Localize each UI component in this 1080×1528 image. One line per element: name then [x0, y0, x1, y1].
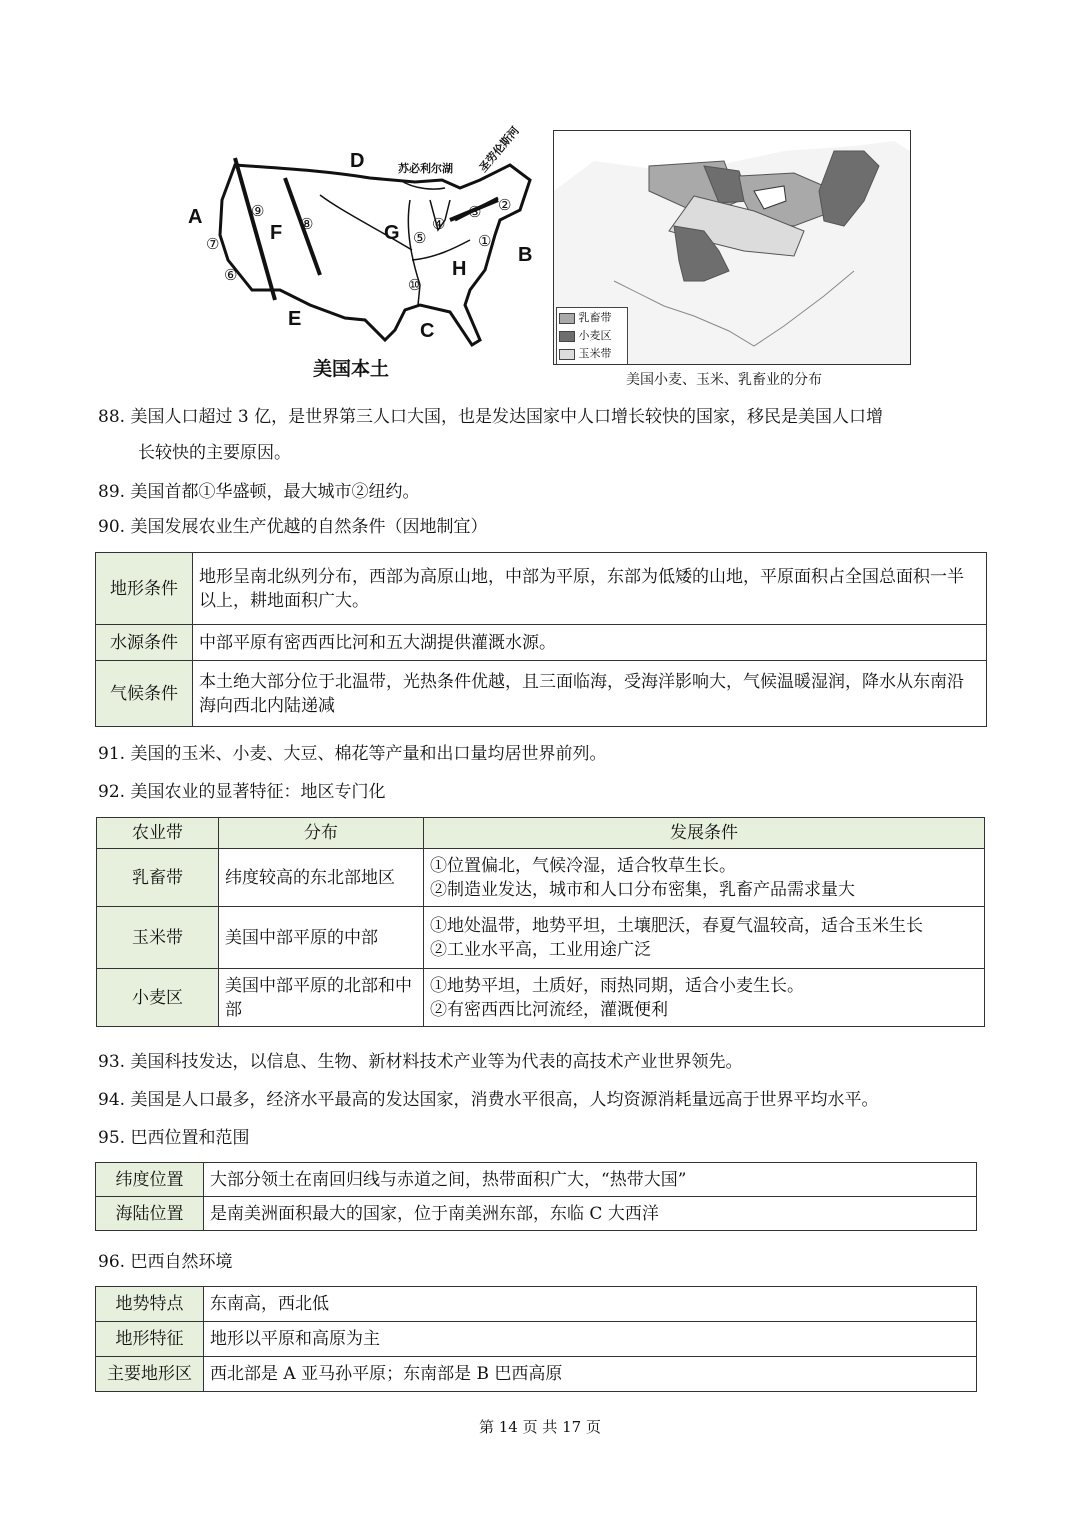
table-row	[96, 1197, 977, 1231]
table-92-agri-belts	[96, 817, 985, 1027]
table95-label: 纬度位置	[96, 1163, 204, 1197]
item-90: 90. 美国发展农业生产优越的自然条件（因地制宜）	[98, 517, 488, 537]
table-header-row	[97, 818, 985, 849]
belt-name: 玉米带	[97, 907, 219, 969]
item-88-line1: 88. 美国人口超过 3 亿，是世界第三人口大国，也是发达国家中人口增长较快的国家，移民是美国人口增	[98, 407, 884, 427]
map-num-3: ③	[468, 203, 482, 221]
table95-label: 海陆位置	[96, 1197, 204, 1231]
item-96: 96. 巴西自然环境	[98, 1252, 233, 1272]
legend-dairy	[559, 309, 625, 327]
table-95-brazil-location	[95, 1162, 977, 1231]
table-row	[96, 661, 987, 727]
item-88-line2: 长较快的主要原因。	[138, 443, 291, 463]
map-label-b: B	[518, 244, 533, 266]
agri-distribution-map	[553, 130, 911, 365]
map-num-10: ⑩	[408, 276, 422, 294]
table96-label: 主要地形区	[96, 1357, 204, 1392]
right-map-caption: 美国小麦、玉米、乳畜业的分布	[626, 372, 822, 388]
table96-content: 东南高，西北低	[204, 1287, 977, 1322]
map-num-9: ⑨	[251, 202, 265, 220]
left-map-caption: 美国本土	[313, 359, 390, 380]
item-95: 95. 巴西位置和范围	[98, 1128, 250, 1148]
table90-label: 气候条件	[96, 661, 193, 727]
belt-name: 乳畜带	[97, 849, 219, 907]
col-header-belt: 农业带	[97, 818, 219, 849]
agri-legend	[556, 307, 628, 365]
table95-content: 大部分领土在南回归线与赤道之间，热带面积广大，“热带大国”	[204, 1163, 977, 1197]
page-footer: 第 14 页 共 17 页	[478, 1418, 601, 1436]
belt-conditions	[424, 969, 985, 1027]
table-96-brazil-nature	[95, 1286, 977, 1392]
table-row	[97, 907, 985, 969]
condition-1: ①地处温带，地势平坦，土壤肥沃，春夏气温较高，适合玉米生长	[430, 915, 923, 936]
legend-dairy-label: 乳畜带	[578, 311, 612, 324]
item-94: 94. 美国是人口最多，经济水平最高的发达国家，消费水平很高，人均资源消耗量远高于世界平均水平。	[98, 1090, 879, 1110]
table-row	[96, 625, 987, 661]
table96-content: 地形以平原和高原为主	[204, 1322, 977, 1357]
map-num-4: ④	[432, 215, 446, 233]
map-num-1: ①	[478, 232, 492, 250]
map-label-e: E	[288, 308, 302, 330]
belt-area: 美国中部平原的中部	[219, 907, 424, 969]
condition-1: ①位置偏北，气候冷湿，适合牧草生长。	[430, 855, 736, 876]
legend-corn-swatch	[559, 349, 575, 360]
table90-content: 地形呈南北纵列分布，西部为高原山地，中部为平原，东部为低矮的山地，平原面积占全国总面积一半以上，耕地面积广大。	[193, 553, 987, 625]
legend-corn-label: 玉米带	[578, 347, 612, 360]
item-93: 93. 美国科技发达，以信息、生物、新材料技术产业等为代表的高技术产业世界领先。	[98, 1052, 743, 1072]
table90-label: 水源条件	[96, 625, 193, 661]
legend-dairy-swatch	[559, 313, 575, 324]
col-header-area: 分布	[219, 818, 424, 849]
map-num-5: ⑤	[413, 229, 427, 247]
map-label-f: F	[270, 222, 283, 244]
us-mainland-map	[180, 140, 550, 390]
map-num-6: ⑥	[224, 266, 238, 284]
item-92: 92. 美国农业的显著特征：地区专门化	[98, 782, 386, 802]
belt-name: 小麦区	[97, 969, 219, 1027]
map-label-h: H	[452, 258, 467, 280]
table-row	[96, 1357, 977, 1392]
map-label-lake: 苏必利尔湖	[398, 163, 453, 175]
map-label-g: G	[384, 222, 400, 244]
table-row	[97, 969, 985, 1027]
legend-wheat	[559, 327, 625, 345]
condition-2: ②有密西西比河流经，灌溉便利	[430, 999, 668, 1020]
map-label-river: 圣劳伦斯河	[477, 124, 522, 175]
belt-area: 美国中部平原的北部和中部	[219, 969, 424, 1027]
table90-content: 中部平原有密西西比河和五大湖提供灌溉水源。	[193, 625, 987, 661]
map-label-c: C	[420, 320, 435, 342]
belt-conditions	[424, 907, 985, 969]
map-num-7: ⑦	[206, 235, 220, 253]
legend-wheat-swatch	[559, 331, 575, 342]
table96-content: 西北部是 A 亚马孙平原；东南部是 B 巴西高原	[204, 1357, 977, 1392]
table-row	[96, 1287, 977, 1322]
col-header-conditions: 发展条件	[424, 818, 985, 849]
table-90-conditions	[95, 552, 987, 727]
table90-content: 本土绝大部分位于北温带，光热条件优越，且三面临海，受海洋影响大，气候温暖湿润，降水从东南沿海向西北内陆递减	[193, 661, 987, 727]
map-num-8: ⑧	[300, 215, 314, 233]
condition-2: ②制造业发达，城市和人口分布密集，乳畜产品需求量大	[430, 879, 855, 900]
table96-label: 地势特点	[96, 1287, 204, 1322]
table-row	[96, 1322, 977, 1357]
table-row	[96, 1163, 977, 1197]
map-label-a: A	[188, 206, 203, 228]
condition-2: ②工业水平高，工业用途广泛	[430, 939, 651, 960]
legend-wheat-label: 小麦区	[578, 329, 612, 342]
table-row	[96, 553, 987, 625]
item-91: 91. 美国的玉米、小麦、大豆、棉花等产量和出口量均居世界前列。	[98, 744, 607, 764]
map-label-d: D	[350, 150, 365, 172]
legend-corn	[559, 345, 625, 363]
table90-label: 地形条件	[96, 553, 193, 625]
table96-label: 地形特征	[96, 1322, 204, 1357]
map-num-2: ②	[498, 196, 512, 214]
table-row	[97, 849, 985, 907]
belt-area: 纬度较高的东北部地区	[219, 849, 424, 907]
table95-content: 是南美洲面积最大的国家，位于南美洲东部，东临 C 大西洋	[204, 1197, 977, 1231]
belt-conditions	[424, 849, 985, 907]
item-89: 89. 美国首都①华盛顿，最大城市②纽约。	[98, 482, 420, 502]
condition-1: ①地势平坦，土质好，雨热同期，适合小麦生长。	[430, 975, 804, 996]
